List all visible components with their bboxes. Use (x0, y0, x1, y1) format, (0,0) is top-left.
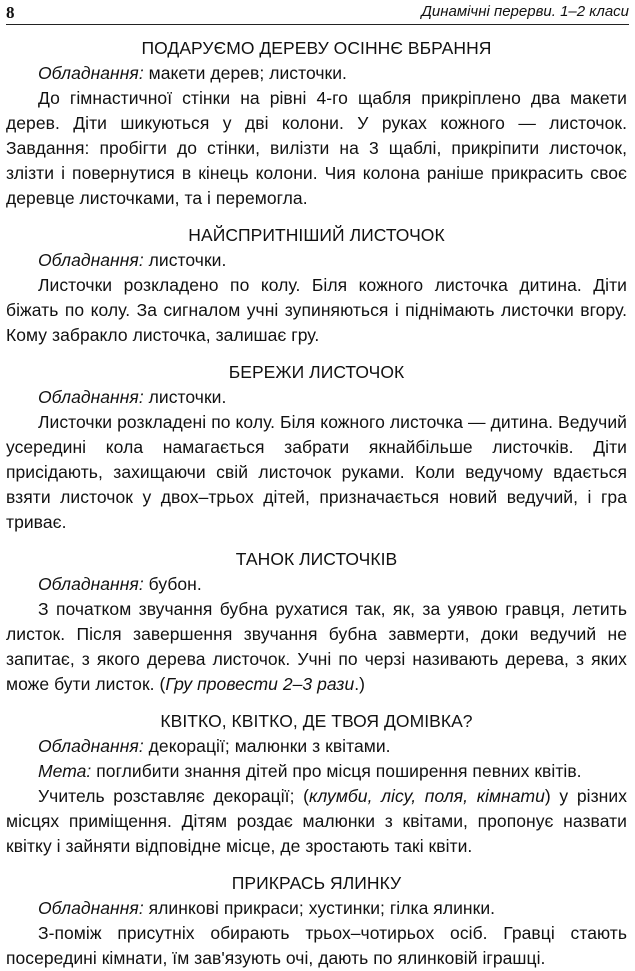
equipment-line (6, 734, 627, 759)
equipment-label: Обладнання: (38, 574, 144, 594)
section-text: Листочки розкладені по колу. Біля кожного листочка — дитина. Ведучий усередині кола намагається забрати якнайбільше листочків. Діти присідають, захищаючи свій листочок руками. Коли ведучому вдається взяти листочок у двох–трьох дітей, призначається новий ведучий, і гра триває. (6, 412, 627, 532)
section-title: НАЙСПРИТНІШИЙ ЛИСТОЧОК (188, 225, 445, 245)
equipment-label: Обладнання: (38, 250, 144, 270)
section-title: БЕРЕЖИ ЛИСТОЧОК (228, 362, 405, 382)
game-section (6, 223, 627, 348)
equipment-line (6, 248, 627, 273)
section-text: Листочки розкладено по колу. Біля кожного листочка дитина. Діти біжать по колу. За сигналом учні зупиняються і піднімають листочки вгору. Кому забракло листочка, залишає гру. (6, 275, 627, 345)
section-text: До гімнастичної стінки на рівні 4-го щабля прикріплено два макети дерев. Діти шикуються у дві колони. У руках кожного — листочок. Завдання: пробігти до стінки, вилізти на 3 щаблі, прикріпити листочок, злізти і повернутися в кінець колони. Чия колона раніше прикрасить своє деревце листочками, та і перемогла. (6, 88, 627, 208)
section-text-main: З початком звучання бубна рухатися так, як, за уявою гравця, летить листок. Після завершення звучання бубна завмерти, доки ведучий не запитає, з якого дерева листочок. Учні по черзі називають дерева, з яких може бути листок. ( (6, 599, 627, 694)
section-text: З-поміж присутніх обирають трьох–чотирьох осіб. Гравці стають посередині кімнати, їм зав'язують очі, дають по ялинковій іграшці. (6, 923, 627, 968)
equipment-text: ялинкові прикраси; хустинки; гілка ялинки. (143, 898, 496, 918)
page-content (6, 36, 627, 971)
game-section (6, 871, 627, 971)
equipment-line (6, 572, 627, 597)
equipment-line (6, 385, 627, 410)
equipment-text: листочки. (143, 250, 227, 270)
equipment-label: Обладнання: (38, 736, 144, 756)
goal-label: Мета: (38, 761, 92, 781)
page-header (6, 0, 629, 25)
page-number: 8 (6, 3, 15, 22)
goal-line (6, 759, 627, 784)
section-text-italic: Гру провести 2–3 рази (165, 674, 355, 694)
equipment-text: макети дерев; листочки. (143, 63, 347, 83)
section-title: КВІТКО, КВІТКО, ДЕ ТВОЯ ДОМІВКА? (160, 711, 473, 731)
section-text (6, 597, 627, 697)
equipment-label: Обладнання: (38, 387, 144, 407)
goal-text: поглибити знання дітей про місця поширення певних квітів. (91, 761, 582, 781)
game-section (6, 36, 627, 211)
equipment-text: листочки. (143, 387, 227, 407)
section-title: ПОДАРУЄМО ДЕРЕВУ ОСІННЄ ВБРАННЯ (141, 38, 492, 58)
equipment-text: бубон. (143, 574, 202, 594)
section-text-italic: клумби, лісу, поля, кімнати (309, 786, 545, 806)
section-title: ПРИКРАСЬ ЯЛИНКУ (231, 873, 402, 893)
equipment-line (6, 896, 627, 921)
running-title: Динамічні перерви. 1–2 класи (421, 3, 629, 20)
section-text-start: Учитель розставляє декорації; ( (38, 786, 310, 806)
game-section (6, 360, 627, 535)
equipment-line (6, 61, 627, 86)
game-section (6, 709, 627, 859)
equipment-label: Обладнання: (38, 898, 144, 918)
section-text-end: .) (354, 674, 366, 694)
section-text (6, 784, 627, 859)
equipment-label: Обладнання: (38, 63, 144, 83)
game-section (6, 547, 627, 697)
section-title: ТАНОК ЛИСТОЧКІВ (235, 549, 398, 569)
equipment-text: декорації; малюнки з квітами. (143, 736, 391, 756)
section-text-end: ) у різних місцях приміщення. Дітям роздає малюнки з квітами, пропонує назвати квітку і зайняти відповідне місце, де зростають такі квіти. (6, 786, 628, 856)
